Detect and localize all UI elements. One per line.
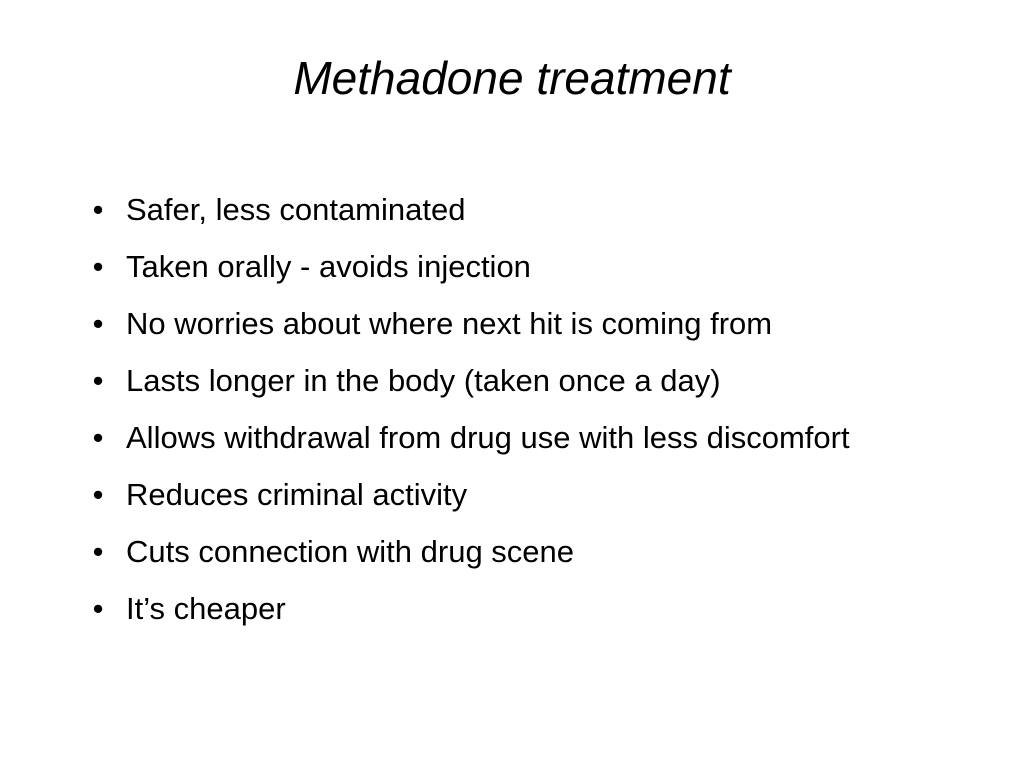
- bullet-icon: •: [92, 534, 104, 569]
- bullet-icon: •: [92, 192, 104, 227]
- bullet-text: Reduces criminal activity: [126, 477, 468, 512]
- bullet-icon: •: [92, 249, 104, 284]
- list-item: [88, 528, 928, 576]
- bullet-text: Cuts connection with drug scene: [126, 534, 575, 569]
- bullet-text: Safer, less contaminated: [126, 192, 466, 227]
- bullet-text: Allows withdrawal from drug use with less discomfort: [126, 420, 850, 455]
- bullet-icon: •: [92, 363, 104, 398]
- bullet-icon: •: [92, 420, 104, 455]
- bullet-text: Taken orally - avoids injection: [126, 249, 531, 284]
- list-item: [88, 414, 928, 462]
- slide-title: Methadone treatment: [293, 52, 731, 104]
- bullet-text: Lasts longer in the body (taken once a day): [126, 363, 721, 398]
- list-item: [88, 357, 928, 405]
- list-item: [88, 186, 928, 234]
- list-item: [88, 300, 928, 348]
- bullet-icon: •: [92, 591, 104, 626]
- bullet-text: It’s cheaper: [126, 591, 286, 626]
- list-item: [88, 243, 928, 291]
- bullet-text: No worries about where next hit is coming from: [126, 306, 773, 341]
- list-item: [88, 471, 928, 519]
- bullet-icon: •: [92, 306, 104, 341]
- bullet-icon: •: [92, 477, 104, 512]
- bullet-list: [88, 186, 928, 642]
- list-item: [88, 585, 928, 633]
